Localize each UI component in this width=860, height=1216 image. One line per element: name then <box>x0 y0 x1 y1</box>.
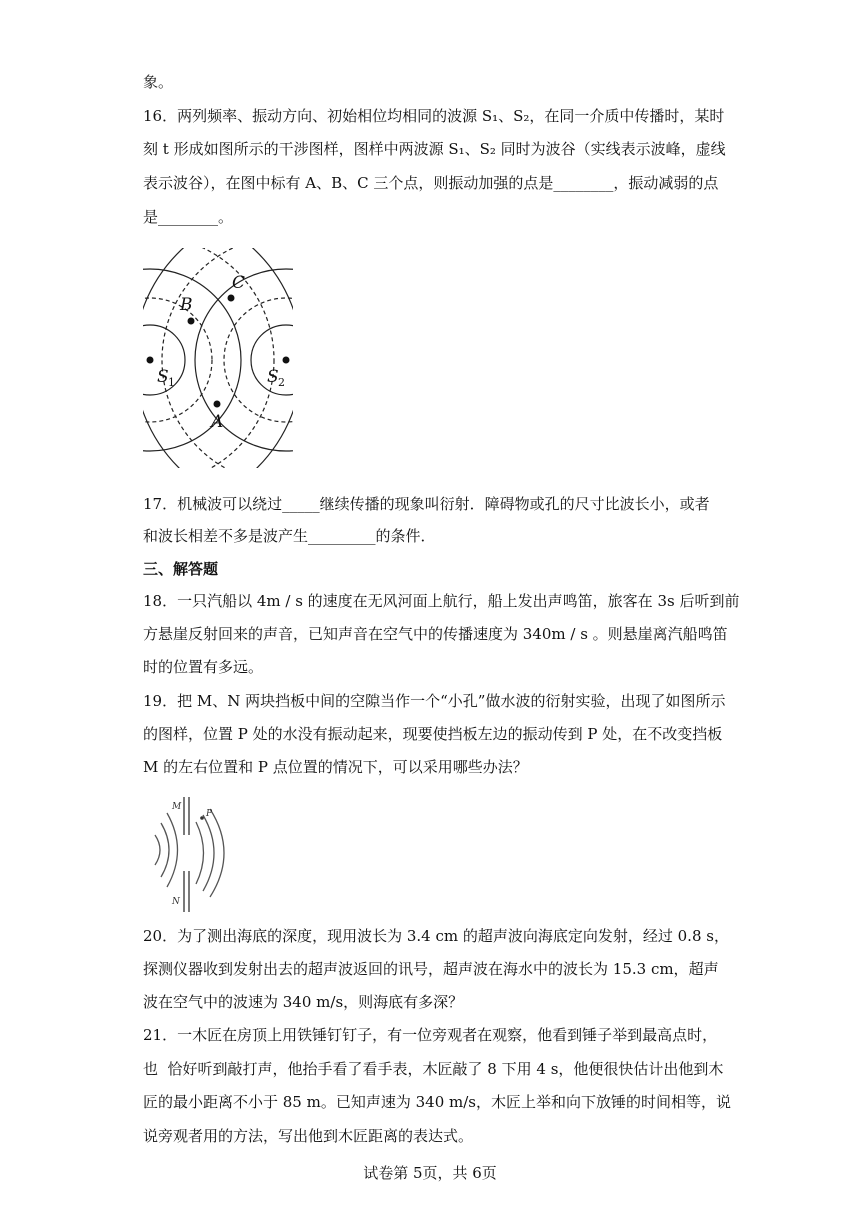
text-line: 象。 <box>143 73 174 91</box>
label-s2-subscript: 2 <box>278 376 285 389</box>
label-s1: S <box>157 367 169 387</box>
label-c: C <box>232 273 246 293</box>
wavefront-arc <box>161 823 169 877</box>
label-n: N <box>172 897 180 907</box>
page-footer: 试卷第 5页，共 6页 <box>363 1164 497 1182</box>
diffraction-figure <box>143 795 243 915</box>
point-c-dot <box>228 295 235 302</box>
wave-crest-s1 <box>143 248 293 468</box>
question-18-line: 时的位置有多远。 <box>143 658 264 676</box>
question-18-line: 18．一只汽船以 4m / s 的速度在无风河面上航行，船上发出声鸣笛，旅客在 3s 后听到前 <box>143 592 740 610</box>
wavefront-arc <box>155 835 160 865</box>
wave-trough-s2 <box>162 248 293 468</box>
label-s2: S <box>267 367 279 387</box>
source-s1-dot <box>147 357 154 364</box>
wave-crest-s2 <box>195 269 293 451</box>
label-b: B <box>180 295 193 315</box>
question-17-line: 和波长相差不多是波产生_________的条件． <box>143 527 436 545</box>
point-a-dot <box>214 401 221 408</box>
source-s2-dot <box>283 357 290 364</box>
question-16-line: 表示波谷），在图中标有 A、B、C 三个点，则振动加强的点是________，振动减弱的点 <box>143 174 719 192</box>
wavefront-arc <box>210 809 224 897</box>
question-20-line: 探测仪器收到发射出去的超声波返回的讯号，超声波在海水中的波长为 15.3 cm，超声 <box>143 960 719 978</box>
label-s1-subscript: 1 <box>168 376 175 389</box>
question-16-line: 16．两列频率、振动方向、初始相位均相同的波源 S₁、S₂，在同一介质中传播时，某时 <box>143 107 725 125</box>
label-m: M <box>172 802 182 812</box>
question-16-line: 刻 t 形成如图所示的干涉图样，图样中两波源 S₁、S₂ 同时为波谷（实线表示波峰，虚线 <box>143 140 726 158</box>
label-a: A <box>211 412 224 432</box>
question-21-line: 也 恰好听到敲打声，他抬手看了看手表，木匠敲了 8 下用 4 s，他便很快估计出他到木 <box>143 1060 724 1078</box>
question-16-line: 是________。 <box>143 208 234 226</box>
question-19-line: 19．把 M、N 两块挡板中间的空隙当作一个“小孔”做水波的衍射实验，出现了如图所示 <box>143 692 726 710</box>
point-p-dot <box>200 816 204 820</box>
question-21-line: 说旁观者用的方法，写出他到木匠距离的表达式。 <box>143 1127 474 1145</box>
wavefront-arc <box>196 822 204 884</box>
question-19-line: M 的左右位置和 P 点位置的情况下，可以采用哪些办法？ <box>143 758 528 776</box>
question-19-line: 的图样，位置 P 处的水没有振动起来，现要使挡板左边的振动传到 P 处，在不改变挡板 <box>143 725 723 743</box>
wavefront-arc <box>203 815 214 891</box>
question-17-line: 17．机械波可以绕过_____继续传播的现象叫衍射．障碍物或孔的尺寸比波长小，或者 <box>143 495 710 513</box>
label-p: P <box>206 809 213 819</box>
question-18-line: 方悬崖反射回来的声音，已知声音在空气中的传播速度为 340m / s 。则悬崖离汽船鸣笛 <box>143 625 728 643</box>
section-heading: 三、解答题 <box>143 560 219 578</box>
question-21-line: 匠的最小距离不小于 85 m。已知声速为 340 m/s，木匠上举和向下放锤的时间相等，说 <box>143 1093 731 1111</box>
question-20-line: 波在空气中的波速为 340 m/s，则海底有多深？ <box>143 993 464 1011</box>
point-b-dot <box>188 318 195 325</box>
wave-trough-s1 <box>143 248 274 468</box>
question-21-line: 21．一木匠在房顶上用铁锤钉钉子，有一位旁观者在观察，他看到锤子举到最高点时， <box>143 1026 718 1044</box>
wave-crest-s2 <box>143 248 293 468</box>
interference-figure <box>143 248 293 468</box>
question-20-line: 20．为了测出海底的深度，现用波长为 3.4 cm 的超声波向海底定向发射，经过 0.8 s， <box>143 927 729 945</box>
